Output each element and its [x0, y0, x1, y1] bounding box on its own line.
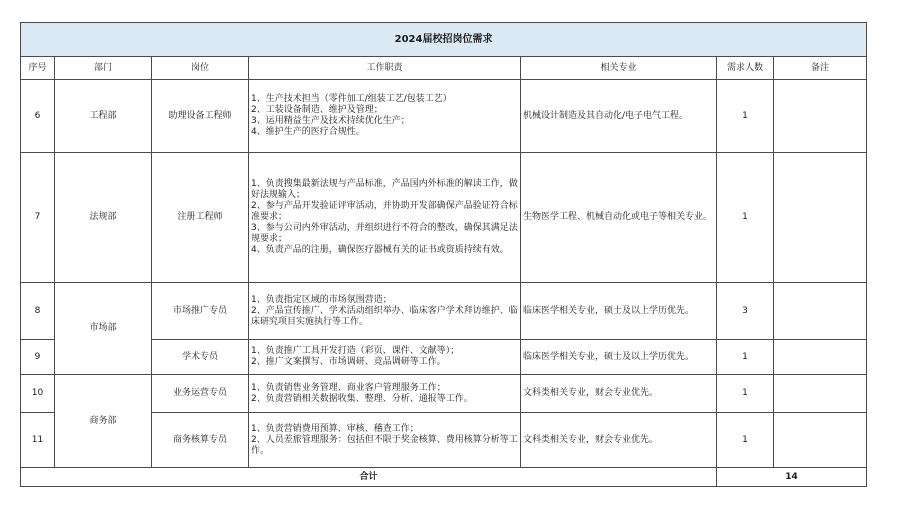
- cell-major: 文科类相关专业，财会专业优先。: [521, 375, 717, 413]
- header-major: 相关专业: [521, 57, 717, 80]
- cell-dept: 市场部: [55, 283, 152, 375]
- table-row: [21, 153, 867, 283]
- cell-major: 文科类相关专业，财会专业优先。: [521, 413, 717, 468]
- cell-seq: 6: [21, 80, 55, 153]
- header-position: 岗位: [152, 57, 249, 80]
- header-row: [21, 57, 867, 80]
- duty-line: 2、产品宣传推广、学术活动组织举办、临床客户学术拜访维护、临床研究项目实施执行等工作。: [251, 305, 518, 327]
- header-remark: 备注: [774, 57, 867, 80]
- cell-duties: [249, 375, 521, 413]
- table-row: [21, 283, 867, 340]
- cell-dept: 商务部: [55, 375, 152, 468]
- cell-duties: [249, 413, 521, 468]
- table-row: [21, 80, 867, 153]
- cell-major: 机械设计制造及其自动化/电子电气工程。: [521, 80, 717, 153]
- cell-duties: [249, 80, 521, 153]
- duty-line: 2、负责营销相关数据收集、整理、分析、通报等工作。: [251, 393, 473, 404]
- total-row: [21, 468, 867, 487]
- cell-count: 1: [717, 80, 774, 153]
- cell-position: 市场推广专员: [152, 283, 249, 340]
- duty-line: 1、负责销售业务管理、商业客户管理服务工作；: [251, 382, 446, 393]
- total-label: 合计: [21, 468, 717, 487]
- duty-line: 2、工装设备制造、维护及管理；: [251, 105, 383, 115]
- cell-remark: [774, 375, 867, 413]
- cell-seq: 11: [21, 413, 55, 468]
- duty-line: 2、参与产品开发验证评审活动，并协助开发部确保产品验证符合标准要求；: [251, 201, 518, 222]
- duty-line: 1、负责搜集最新法规与产品标准，产品国内外标准的解读工作，做好法规输入；: [251, 179, 518, 200]
- cell-remark: [774, 80, 867, 153]
- table-row: [21, 375, 867, 413]
- duty-line: 2、人员差旅管理服务：包括但不限于奖金核算、费用核算分析等工作。: [251, 434, 518, 456]
- cell-remark: [774, 413, 867, 468]
- cell-position: 学术专员: [152, 340, 249, 375]
- cell-count: 3: [717, 283, 774, 340]
- cell-position: 业务运营专员: [152, 375, 249, 413]
- recruitment-table: [20, 22, 867, 487]
- cell-major: 生物医学工程、机械自动化或电子等相关专业。: [521, 153, 717, 283]
- cell-position: 助理设备工程师: [152, 80, 249, 153]
- cell-seq: 10: [21, 375, 55, 413]
- cell-seq: 9: [21, 340, 55, 375]
- table-title: 2024届校招岗位需求: [21, 23, 867, 57]
- cell-position: 注册工程师: [152, 153, 249, 283]
- duty-line: 4、维护生产的医疗合规性。: [251, 127, 365, 137]
- cell-count: 1: [717, 413, 774, 468]
- duty-line: 2、推广文案撰写、市场调研、竞品调研等工作。: [251, 357, 446, 367]
- cell-position: 商务核算专员: [152, 413, 249, 468]
- cell-duties: [249, 153, 521, 283]
- duty-line: 4、负责产品的注册，确保医疗器械有关的证书或资质持续有效。: [251, 245, 509, 255]
- header-duties: 工作职责: [249, 57, 521, 80]
- duty-line: 1、生产技术担当（零件加工/组装工艺/包装工艺）: [251, 94, 452, 104]
- cell-seq: 8: [21, 283, 55, 340]
- duty-line: 3、参与公司内外审活动，并组织进行不符合的整改，确保其满足法规要求；: [251, 223, 518, 244]
- header-count: 需求人数: [717, 57, 774, 80]
- cell-count: 1: [717, 340, 774, 375]
- cell-seq: 7: [21, 153, 55, 283]
- cell-remark: [774, 153, 867, 283]
- header-seq: 序号: [21, 57, 55, 80]
- cell-dept: 工程部: [55, 80, 152, 153]
- total-count: 14: [717, 468, 867, 487]
- cell-remark: [774, 283, 867, 340]
- duty-line: 1、负责指定区域的市场氛围营造；: [251, 294, 392, 305]
- cell-major: 临床医学相关专业，硕士及以上学历优先。: [521, 283, 717, 340]
- header-dept: 部门: [55, 57, 152, 80]
- cell-duties: [249, 283, 521, 340]
- duty-line: 3、运用精益生产及技术持续优化生产；: [251, 116, 410, 126]
- cell-count: 1: [717, 153, 774, 283]
- cell-duties: [249, 340, 521, 375]
- duty-line: 1、负责营销费用预算、审核、稽查工作；: [251, 423, 419, 434]
- cell-remark: [774, 340, 867, 375]
- cell-major: 临床医学相关专业，硕士及以上学历优先。: [521, 340, 717, 375]
- cell-count: 1: [717, 375, 774, 413]
- duty-line: 1、负责推广工具开发打造（彩页、课件、文献等）；: [251, 346, 460, 356]
- cell-dept: 法规部: [55, 153, 152, 283]
